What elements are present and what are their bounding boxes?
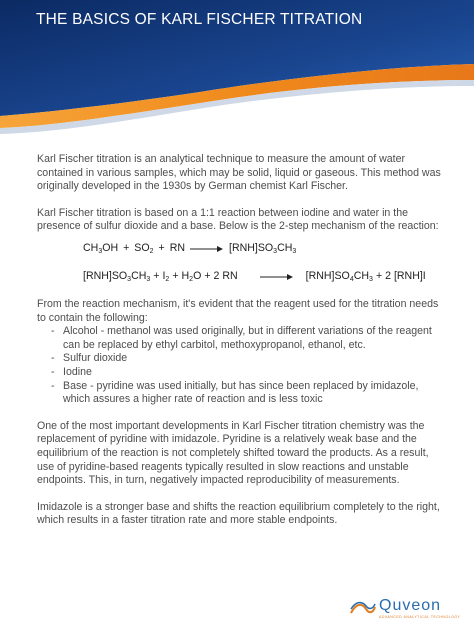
eq1-reactant-so2: $SO_2$ (134, 242, 154, 256)
mechanism-paragraph: Karl Fischer titration is based on a 1:1 reaction between iodine and water in the presence of sulfur dioxide and a base. Below is the 2-step mechanism of the reaction: (37, 206, 439, 233)
eq1-reactant-base: RN (169, 242, 186, 255)
eq1-product: $[RNH]SO_3CH_3$ (229, 242, 297, 256)
eq1-plus-1: + (123, 242, 130, 255)
eq2-product-1: $[RNH]SO_4CH_3$ (305, 270, 373, 284)
logo-wordmark (379, 598, 460, 619)
eq2-product-2: 2 [RNH]I (385, 270, 426, 283)
reaction-equation-1 (37, 238, 447, 260)
eq2-reactant-intermediate: $[RNH]SO_3CH_3$ (83, 270, 151, 284)
quveon-logo (350, 598, 460, 619)
imidazole-paragraph: Imidazole is a stronger base and shifts the reaction equilibrium completely to the right, which results in a faster titration rate and more stable endpoints. (37, 500, 440, 527)
logo-tagline: ADVANCED ANALYTICAL TECHNOLOGY (379, 615, 461, 619)
eq2-reactant-base: 2 RN (213, 270, 238, 283)
reagent-paragraph: From the reaction mechanism, it's evident that the reagent used for the titration needs to contain the following: (37, 297, 439, 324)
eq2-plus-4: + (375, 270, 383, 283)
list-item: - Sulfur dioxide (51, 352, 447, 366)
header-banner (0, 0, 474, 140)
eq2-plus-1: + (153, 270, 160, 283)
list-item: - Base - pyridine was used initially, but has since been replaced by imidazole, which assures a higher rate of reaction and is less toxic (51, 380, 447, 407)
eq2-plus-2: + (172, 270, 179, 283)
page-title: THE BASICS OF KARL FISCHER TITRATION (36, 11, 363, 28)
reaction-arrow-icon (190, 245, 224, 253)
eq1-reactant-methanol: $CH_3OH$ (83, 242, 119, 256)
eq2-plus-3: + (204, 270, 211, 283)
eq2-reactant-water: $H_2O$ (181, 270, 202, 284)
reagent-list (37, 325, 447, 407)
quveon-logo-icon (350, 601, 376, 617)
eq2-reactant-iodine: $I_2$ (162, 270, 170, 284)
reaction-arrow-icon (260, 273, 294, 281)
intro-paragraph: Karl Fischer titration is an analytical technique to measure the amount of water contained in various samples, which may be solid, liquid or gaseous. This method was originally developed in the 1930s by German chemist Karl Fischer. (37, 153, 441, 193)
reaction-equations (37, 238, 447, 288)
list-item: - Iodine (51, 366, 447, 380)
logo-name: Quveon (379, 597, 442, 614)
reaction-equation-2 (37, 266, 447, 288)
list-item: - Alcohol - methanol was used originally, but in different variations of the reagent can be replaced by ethyl carbitol, methoxypropanol, ethanol, etc. (51, 325, 447, 352)
eq1-plus-2: + (158, 242, 165, 255)
article-body (37, 153, 447, 541)
development-paragraph: One of the most important developments in Karl Fischer titration chemistry was the replacement of pyridine with imidazole. Pyridine is a relatively weak base and the equilibrium of the reaction is not completely shifted toward the products. As a result, use of pyridine-based reagents typically resulted in slow reactions and unstable endpoints. This, in turn, negatively impacted reproducibility of measurements. (37, 419, 429, 487)
